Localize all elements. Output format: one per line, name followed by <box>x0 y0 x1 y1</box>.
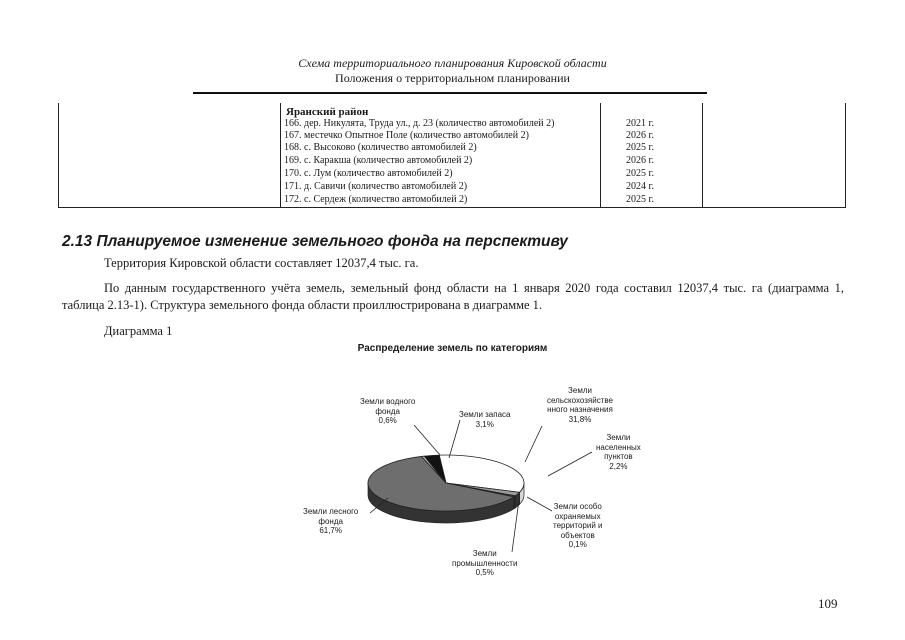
table-cell-year: 2024 г. <box>626 181 654 192</box>
chart-label-reserve: Земли запаса 3,1% <box>459 410 511 429</box>
table-cell-object: 172. с. Сердеж (количество автомобилей 2) <box>284 194 468 205</box>
leader-line <box>548 452 592 476</box>
table-cell-year: 2025 г. <box>626 168 654 179</box>
chart-label-industry: Земли промышленности 0,5% <box>452 549 518 577</box>
diagram-caption: Диаграмма 1 <box>104 324 173 338</box>
table-cell-year: 2026 г. <box>626 155 654 166</box>
leader-line <box>527 497 552 511</box>
table-cell-object: 168. с. Высоково (количество автомобилей 2) <box>284 142 477 153</box>
table-district-heading: Яранский район <box>286 106 369 118</box>
table-cell-object: 171. д. Савичи (количество автомобилей 2) <box>284 181 468 192</box>
pie-slices <box>368 455 524 511</box>
chart-label-forest: Земли лесного фонда 61,7% <box>303 507 359 535</box>
table-cell-year: 2025 г. <box>626 142 654 153</box>
chart-label-settlements: Земли населенных пунктов 2,2% <box>596 433 641 471</box>
table-cell-year: 2026 г. <box>626 130 654 141</box>
section-heading: 2.13 Планируемое изменение земельного фонда на перспективу <box>62 233 568 250</box>
table-cell-object: 166. дер. Никулята, Труда ул., д. 23 (количество автомобилей 2) <box>284 118 555 129</box>
chart-label-agricultural: Земли сельскохозяйстве нного назначения 31,8% <box>547 386 613 424</box>
table-cell-year: 2025 г. <box>626 194 654 205</box>
table-cell-object: 167. местечко Опытное Поле (количество автомобилей 2) <box>284 130 529 141</box>
paragraph-territory: Территория Кировской области составляет 12037,4 тыс. га. <box>104 256 419 270</box>
leader-line <box>525 426 542 462</box>
table-cell-year: 2021 г. <box>626 118 654 129</box>
table-cell-object: 170. с. Лум (количество автомобилей 2) <box>284 168 453 179</box>
document-header-subtitle: Положения о территориальном планировании <box>335 71 570 85</box>
chart-label-protected: Земли особо охраняемых территорий и объектов 0,1% <box>553 502 603 549</box>
leader-line <box>414 425 440 455</box>
chart-title: Распределение земель по категориям <box>357 343 548 354</box>
paragraph-land-fund: По данным государственного учёта земель, земельный фонд области на 1 января 2020 года составил 12037,4 тыс. га (диаграмма 1, таблица 2.13-1). Структура земельного фонда области проиллюстрирована в диаграмме 1. <box>62 281 844 312</box>
page-number: 109 <box>818 596 838 611</box>
chart-label-water: Земли водного фонда 0,6% <box>360 397 416 425</box>
document-header-title: Схема территориального планирования Кировской области <box>298 56 607 70</box>
table-cell-object: 169. с. Каракша (количество автомобилей 2) <box>284 155 473 166</box>
